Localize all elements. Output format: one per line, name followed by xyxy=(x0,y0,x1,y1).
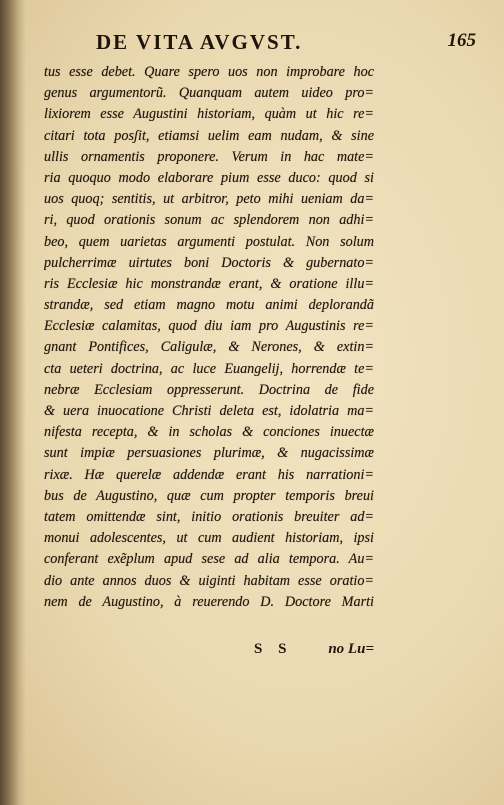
text-line: dio ante annos duos & uiginti habitam esse oratio= xyxy=(44,572,374,589)
page-gutter xyxy=(0,0,26,805)
signature-mark: S S xyxy=(254,641,293,657)
text-line: lixiorem esse Augustini historiam, quàm ut hic re= xyxy=(44,106,374,123)
text-line: uos quoq; sentitis, ut arbitror, peto mihi ueniam da= xyxy=(44,191,374,208)
text-line: ris Ecclesiæ hic monstrandæ erant, & oratione illu= xyxy=(44,275,374,292)
text-line: tus esse debet. Quare spero uos non improbare hoc xyxy=(44,64,374,80)
page-footer xyxy=(44,641,374,665)
text-line: citari tota posʃit, etiamsi uelim eam nudam, & sine xyxy=(44,127,374,144)
text-line: nem de Augustino, à reuerendo D. Doctore Marti xyxy=(44,593,374,610)
text-line: ri, quod orationis sonum ac splendorem non adhi= xyxy=(44,212,374,229)
text-line: monui adolescentes, ut cum audient historiam, ipsi xyxy=(44,530,374,547)
text-line: beo, quem uarietas argumenti postulat. Non solum xyxy=(44,233,374,250)
text-line: nebræ Ecclesiam oppresserunt. Doctrina de fide xyxy=(44,381,374,398)
text-line: sunt impiæ persuasiones plurimæ, & nugacissimæ xyxy=(44,445,374,462)
text-line: genus argumentorũ. Quanquam autem uideo pro= xyxy=(44,85,374,102)
page-header xyxy=(96,30,476,58)
text-line: gnant Pontifices, Caligulæ, & Nerones, & extin= xyxy=(44,339,374,356)
running-head: DE VITA AVGVST. xyxy=(96,30,303,54)
text-line: ria quoquo modo elaborare pium esse duco: quod si xyxy=(44,169,374,186)
text-line: pulcherrimæ uirtutes boni Doctoris & gubernato= xyxy=(44,254,374,271)
text-line: tatem omittendæ sint, initio orationis breuiter ad= xyxy=(44,508,374,525)
text-line: Ecclesiæ calamitas, quod diu iam pro Augustinis re= xyxy=(44,318,374,335)
text-line: cta ueteri doctrina, ac luce Euangelij, horrendæ te= xyxy=(44,360,374,377)
text-line: strandæ, sed etiam magno motu animi deplorandã xyxy=(44,297,374,314)
catchword: no Lu= xyxy=(328,641,374,657)
text-line: rixæ. Hæ querelæ addendæ erant his narrationi= xyxy=(44,466,374,483)
text-line: ullis ornamentis proponere. Verum in hac mate= xyxy=(44,148,374,165)
text-line: conferant exẽplum apud sese ad alia tempora. Au= xyxy=(44,551,374,568)
body-text xyxy=(44,62,374,613)
text-line: bus de Augustino, quæ cum propter temporis breui xyxy=(44,487,374,504)
text-line: & uera inuocatione Christi deleta est, idolatria ma= xyxy=(44,403,374,419)
page-number: 165 xyxy=(447,30,476,51)
text-line: nifesta recepta, & in scholas & conciones inuectæ xyxy=(44,424,374,441)
